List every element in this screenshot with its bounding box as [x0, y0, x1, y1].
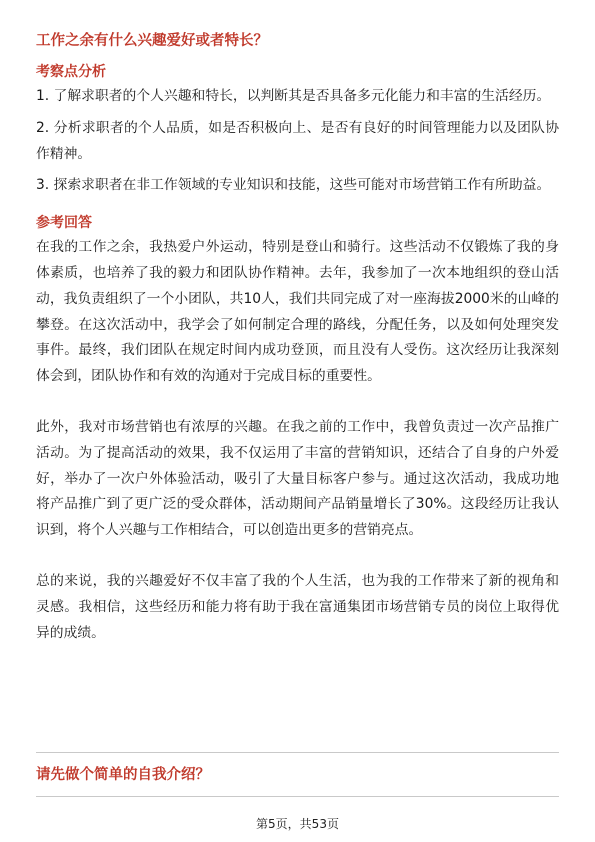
analysis-section: [36, 60, 559, 199]
page-number: 第5页，共53页: [256, 817, 339, 831]
answer-paragraph: 此外，我对市场营销也有浓厚的兴趣。在我之前的工作中，我曾负责过一次产品推广活动。为了提高活动的效果，我不仅运用了丰富的营销知识，还结合了自身的户外爱好，举办了一次户外体验活动，吸引了大量目标客户参与。通过这次活动，我成功地将产品推广到了更广泛的受众群体，活动期间产品销量增长了30%。这段经历让我认识到，将个人兴趣与工作相结合，可以创造出更多的营销亮点。: [36, 418, 559, 539]
analysis-item: 1. 了解求职者的个人兴趣和特长，以判断其是否具备多元化能力和丰富的生活经历。: [36, 88, 551, 104]
analysis-item: 3. 探索求职者在非工作领域的专业知识和技能，这些可能对市场营销工作有所助益。: [36, 177, 551, 194]
question-title: 工作之余有什么兴趣爱好或者特长？: [36, 33, 268, 49]
analysis-heading: 考察点分析: [36, 64, 106, 80]
page-content: [36, 28, 559, 646]
answer-heading: 参考回答: [36, 215, 92, 232]
answer-paragraph: 在我的工作之余，我热爱户外运动，特别是登山和骑行。这些活动不仅锻炼了我的身体素质，也培养了我的毅力和团队协作精神。去年，我参加了一次本地组织的登山活动，我负责组织了一个小团队，共10人，我们共同完成了对一座海拔2000米的山峰的攀登。在这次活动中，我学会了如何制定合理的路线，分配任务，以及如何处理突发事件。最终，我们团队在规定时间内成功登顶，而且没有人受伤。这次经历让我深刻体会到，团队协作和有效的沟通对于完成目标的重要性。: [36, 239, 559, 385]
analysis-item: 2. 分析求职者的个人品质，如是否积极向上、是否有良好的时间管理能力以及团队协作精神。: [36, 119, 559, 162]
answer-section: [36, 211, 559, 646]
footer-divider: [36, 796, 559, 797]
next-question: [36, 762, 559, 788]
question-title: 请先做个简单的自我介绍？: [36, 767, 210, 783]
answer-paragraph: 总的来说，我的兴趣爱好不仅丰富了我的个人生活，也为我的工作带来了新的视角和灵感。我相信，这些经历和能力将有助于我在富通集团市场营销专员的岗位上取得优异的成绩。: [36, 572, 559, 641]
section-divider: [36, 752, 559, 753]
